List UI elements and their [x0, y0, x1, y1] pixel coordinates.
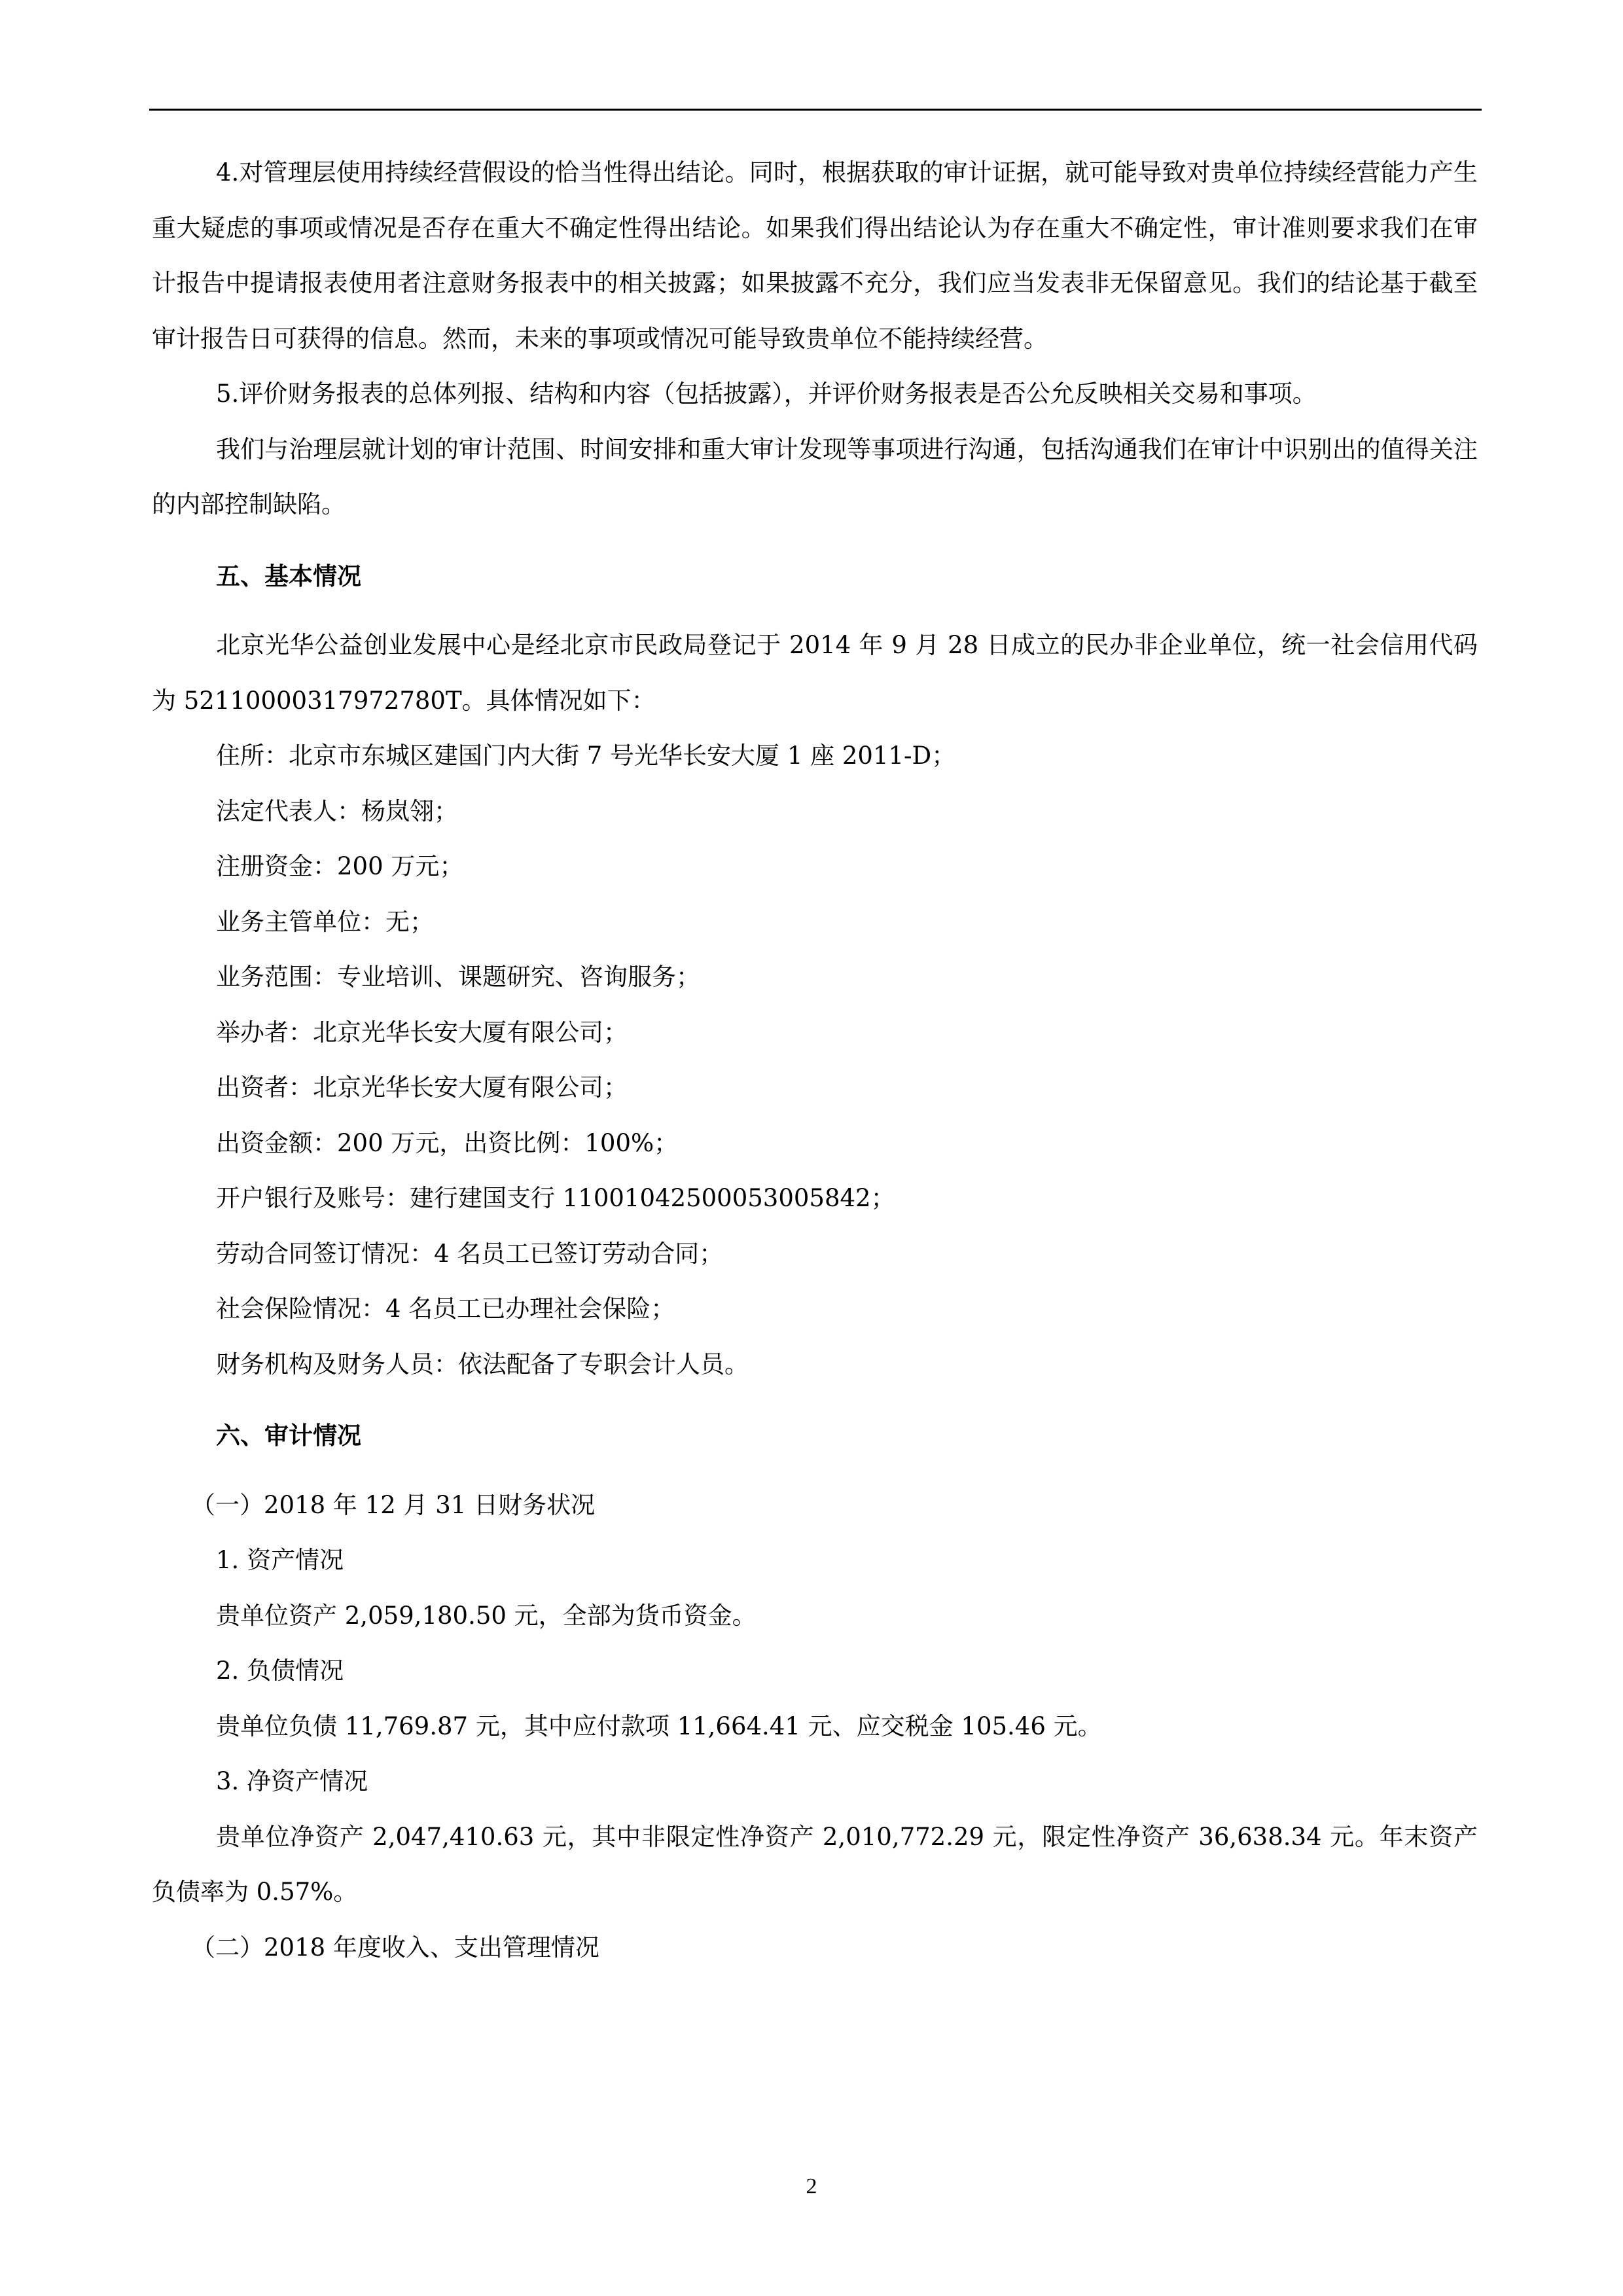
list-item: 出资金额：200 万元，出资比例：100%； [216, 1128, 679, 1157]
paragraph-basic-intro: 北京光华公益创业发展中心是经北京市民政局登记于 2014 年 9 月 28 日成立的民办非企业单位，统一社会信用代码为 52110000317972780T。具体情况如下： [152, 631, 1478, 715]
document-body [152, 145, 1478, 1975]
header-rule [149, 109, 1482, 111]
list-item: 法定代表人：杨岚翎； [216, 797, 458, 825]
liabilities-title: 2. 负债情况 [216, 1657, 344, 1685]
subsection-financial-status: （一）2018 年 12 月 31 日财务状况 [191, 1490, 596, 1519]
net-assets-title: 3. 净资产情况 [216, 1767, 368, 1795]
list-item: 业务范围：专业培训、课题研究、咨询服务； [216, 963, 700, 991]
paragraph-communication: 我们与治理层就计划的审计范围、时间安排和重大审计发现等事项进行沟通，包括沟通我们在审计中识别出的值得关注的内部控制缺陷。 [152, 435, 1478, 518]
section-heading-audit: 六、审计情况 [216, 1421, 361, 1450]
net-assets-text: 贵单位净资产 2,047,410.63 元，其中非限定性净资产 2,010,772.29 元，限定性净资产 36,638.34 元。年末资产负债率为 0.57%。 [152, 1822, 1478, 1906]
assets-text: 贵单位资产 2,059,180.50 元，全部为货币资金。 [216, 1601, 757, 1630]
list-item: 住所：北京市东城区建国门内大街 7 号光华长安大厦 1 座 2011-D； [216, 742, 956, 770]
list-item: 出资者：北京光华长安大厦有限公司； [216, 1073, 628, 1102]
list-item: 开户银行及账号：建行建国支行 11001042500053005842； [216, 1184, 895, 1212]
assets-title: 1. 资产情况 [216, 1546, 344, 1574]
list-item: 劳动合同签订情况：4 名员工已签订劳动合同； [216, 1239, 724, 1268]
paragraph-presentation: 5.评价财务报表的总体列报、结构和内容（包括披露），并评价财务报表是否公允反映相关交易和事项。 [216, 380, 1317, 408]
list-item: 注册资金：200 万元； [216, 852, 464, 880]
list-item: 财务机构及财务人员：依法配备了专职会计人员。 [216, 1350, 749, 1378]
list-item: 业务主管单位：无； [216, 907, 434, 936]
paragraph-going-concern: 4.对管理层使用持续经营假设的恰当性得出结论。同时，根据获取的审计证据，就可能导致对贵单位持续经营能力产生重大疑虑的事项或情况是否存在重大不确定性得出结论。如果我们得出结论认为存在重大不确定性，审计准则要求我们在审计报告中提请报表使用者注意财务报表中的相关披露；如果披露不充分，我们应当发表非无保留意见。我们的结论基于截至审计报告日可获得的信息。然而，未来的事项或情况可能导致贵单位不能持续经营。 [152, 158, 1478, 353]
list-item: 举办者：北京光华长安大厦有限公司； [216, 1018, 628, 1047]
page-number: 2 [806, 2174, 817, 2198]
subsection-income-expense: （二）2018 年度收入、支出管理情况 [191, 1933, 599, 1962]
liabilities-text: 贵单位负债 11,769.87 元，其中应付款项 11,664.41 元、应交税金 105.46 元。 [216, 1712, 1102, 1740]
basic-info-list [152, 728, 1478, 1392]
list-item: 社会保险情况：4 名员工已办理社会保险； [216, 1295, 675, 1323]
section-heading-basic-info: 五、基本情况 [216, 561, 361, 590]
